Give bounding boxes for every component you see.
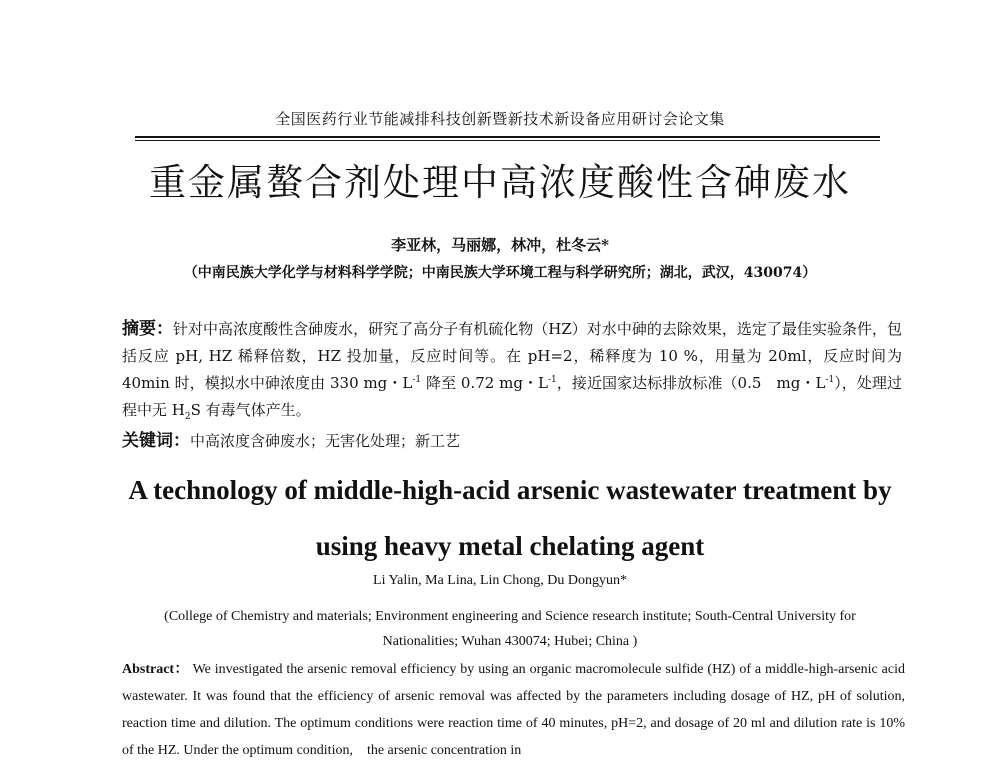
abstract-en-text: We investigated the arsenic removal efficiency by using an organic macromolecule sulfide (HZ) of a middle-high-arsenic acid wastewater. It was found that the efficiency of arsenic removal was affected by the parameters including dosage of HZ, pH of solution, reaction time and dilution. The optimum conditions were reaction time of 40 minutes, pH=2, and dosage of 20 ml and dilution rate is 10% of the HZ. Under the optimum condition, the arsenic concentration in	[122, 662, 905, 758]
proceedings-title: 全国医药行业节能减排科技创新暨新技术新设备应用研讨会论文集	[275, 110, 725, 128]
keywords-cn-text: 中高浓度含砷废水；无害化处理；新工艺	[190, 432, 461, 450]
paper-title-cn: 重金属螯合剂处理中高浓度酸性含砷废水	[149, 161, 851, 204]
abstract-cn-text: 针对中高浓度酸性含砷废水，研究了高分子有机硫化物（HZ）对水中砷的去除效果，选定了最佳实验条件，包括反应 pH, HZ 稀释倍数，HZ 投加量，反应时间等。在 pH=2，稀释度为 10 %，用量为 20ml，反应时间为 40min 时，模拟水中砷浓度由 330 mg・L	[122, 320, 902, 392]
abstract-cn-text: ，接近国家达标排放标准（0.5 mg・L	[556, 374, 826, 392]
abstract-cn	[122, 316, 902, 424]
affiliation-en: (College of Chemistry and materials; Environment engineering and Science research institute; South-Central University for Nationalities; Wuhan 430074; Hubei; China )	[164, 609, 856, 649]
abstract-cn-sup: -1	[825, 375, 835, 385]
abstract-cn-sup: -1	[548, 375, 557, 385]
abstract-cn-text: 降至 0.72 mg・L	[421, 374, 549, 392]
authors-en: Li Yalin, Ma Lina, Lin Chong, Du Dongyun*	[373, 573, 627, 588]
header-rule-thick	[135, 136, 880, 138]
header-rule-thin	[135, 140, 880, 141]
keywords-cn-label: 关键词：	[122, 431, 190, 451]
abstract-cn-sub: 2	[184, 412, 191, 422]
paper-title-en: A technology of middle-high-acid arsenic wastewater treatment by using heavy metal chelating agent	[128, 475, 892, 561]
abstract-cn-text: S 有毒气体产生。	[190, 401, 311, 419]
affiliation-cn: （中南民族大学化学与材料科学学院；中南民族大学环境工程与科学研究所；湖北，武汉，430074）	[183, 265, 817, 281]
abstract-en-label: Abstract：	[122, 662, 189, 677]
abstract-en	[122, 656, 905, 764]
abstract-cn-sup: -1	[412, 375, 422, 385]
abstract-cn-text: ），处理过程中无 H	[122, 374, 902, 419]
abstract-cn-label: 摘要：	[122, 319, 174, 339]
keywords-cn	[122, 426, 902, 451]
authors-cn: 李亚林，马丽娜，林冲，杜冬云*	[391, 236, 609, 254]
